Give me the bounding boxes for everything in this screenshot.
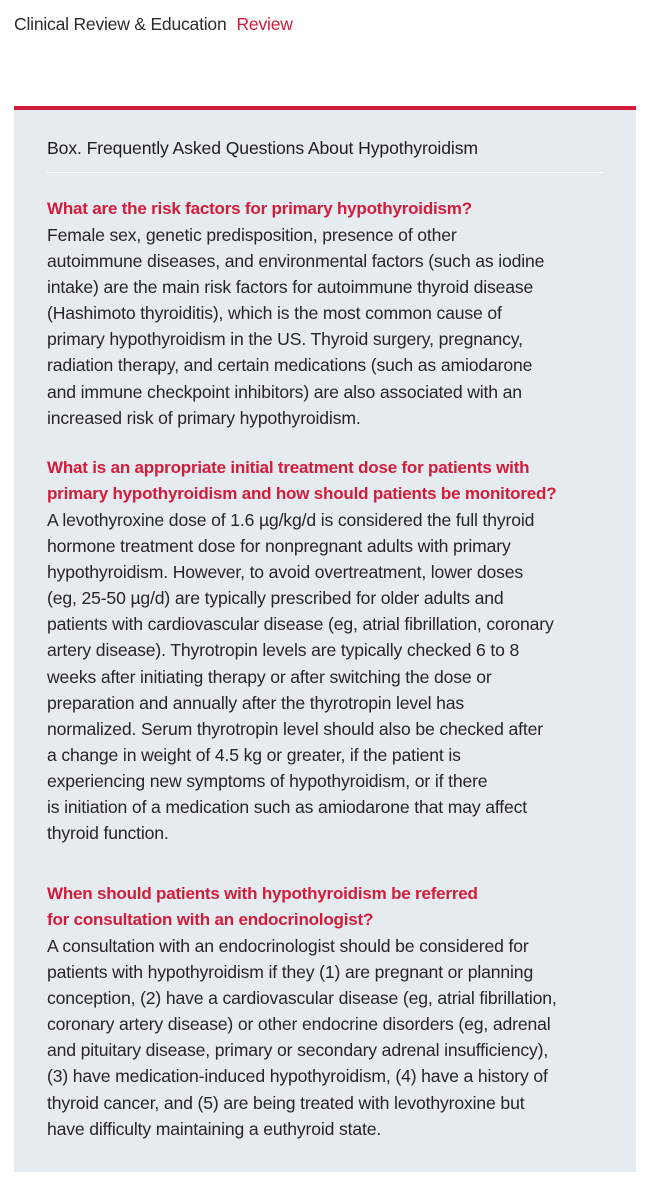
question-line: What are the risk factors for primary hypothyroidism? <box>47 199 472 218</box>
faq-box <box>14 106 636 1172</box>
title-divider <box>47 172 603 173</box>
answer-line: autoimmune diseases, and environmental factors (such as iodine <box>47 251 545 272</box>
faq-question <box>47 196 607 222</box>
box-title: Box. Frequently Asked Questions About Hypothyroidism <box>47 138 478 158</box>
answer-line: artery disease). Thyrotropin levels are typically checked 6 to 8 <box>47 640 520 661</box>
answer-line: and immune checkpoint inhibitors) are also associated with an <box>47 381 522 402</box>
question-line: When should patients with hypothyroidism be referred <box>47 884 478 903</box>
answer-line: A levothyroxine dose of 1.6 µg/kg/d is considered the full thyroid <box>47 510 535 530</box>
faq-question <box>47 455 607 507</box>
answer-line: is initiation of a medication such as amiodarone that may affect <box>47 797 528 818</box>
faq-answer <box>47 507 607 846</box>
answer-line: hypothyroidism. However, to avoid overtreatment, lower doses <box>47 562 524 583</box>
answer-line: (Hashimoto thyroiditis), which is the most common cause of <box>47 303 502 324</box>
faq-answer <box>47 933 607 1142</box>
answer-line: coronary artery disease) or other endocrine disorders (eg, adrenal <box>47 1014 551 1035</box>
answer-line: (3) have medication-induced hypothyroidism, (4) have a history of <box>47 1066 548 1087</box>
answer-line: A consultation with an endocrinologist should be considered for <box>47 936 529 956</box>
answer-line: patients with cardiovascular disease (eg, atrial fibrillation, coronary <box>47 614 554 635</box>
question-line: What is an appropriate initial treatment dose for patients with <box>47 458 530 477</box>
page-header <box>14 14 293 35</box>
answer-line: have difficulty maintaining a euthyroid state. <box>47 1118 382 1139</box>
faq-question <box>47 881 607 933</box>
faq-item-referral <box>47 881 607 1142</box>
answer-line: thyroid function. <box>47 823 169 844</box>
answer-line: preparation and annually after the thyrotropin level has <box>47 692 465 713</box>
answer-line: conception, (2) have a cardiovascular disease (eg, atrial fibrillation, <box>47 988 557 1009</box>
question-line: for consultation with an endocrinologist? <box>47 910 374 929</box>
answer-line: experiencing new symptoms of hypothyroidism, or if there <box>47 770 488 791</box>
question-line: primary hypothyroidism and how should patients be monitored? <box>47 484 557 503</box>
faq-answer <box>47 222 607 431</box>
answer-line: Female sex, genetic predisposition, presence of other <box>47 225 457 245</box>
answer-line: hormone treatment dose for nonpregnant adults with primary <box>47 536 511 557</box>
answer-line: a change in weight of 4.5 kg or greater, if the patient is <box>47 744 461 765</box>
answer-line: (eg, 25-50 µg/d) are typically prescribed for older adults and <box>47 588 504 609</box>
answer-line: increased risk of primary hypothyroidism. <box>47 407 361 428</box>
article-type-label: Review <box>236 14 293 34</box>
answer-line: thyroid cancer, and (5) are being treated with levothyroxine but <box>47 1092 525 1113</box>
answer-line: radiation therapy, and certain medications (such as amiodarone <box>47 355 533 376</box>
faq-item-risk-factors <box>47 196 607 431</box>
faq-item-treatment-dose <box>47 455 607 846</box>
answer-line: intake) are the main risk factors for autoimmune thyroid disease <box>47 277 534 298</box>
answer-line: primary hypothyroidism in the US. Thyroid surgery, pregnancy, <box>47 329 523 350</box>
answer-line: normalized. Serum thyrotropin level should also be checked after <box>47 718 543 739</box>
answer-line: and pituitary disease, primary or secondary adrenal insufficiency), <box>47 1040 549 1061</box>
answer-line: weeks after initiating therapy or after switching the dose or <box>47 666 492 687</box>
answer-line: patients with hypothyroidism if they (1) are pregnant or planning <box>47 962 534 983</box>
section-label: Clinical Review & Education <box>14 14 227 34</box>
